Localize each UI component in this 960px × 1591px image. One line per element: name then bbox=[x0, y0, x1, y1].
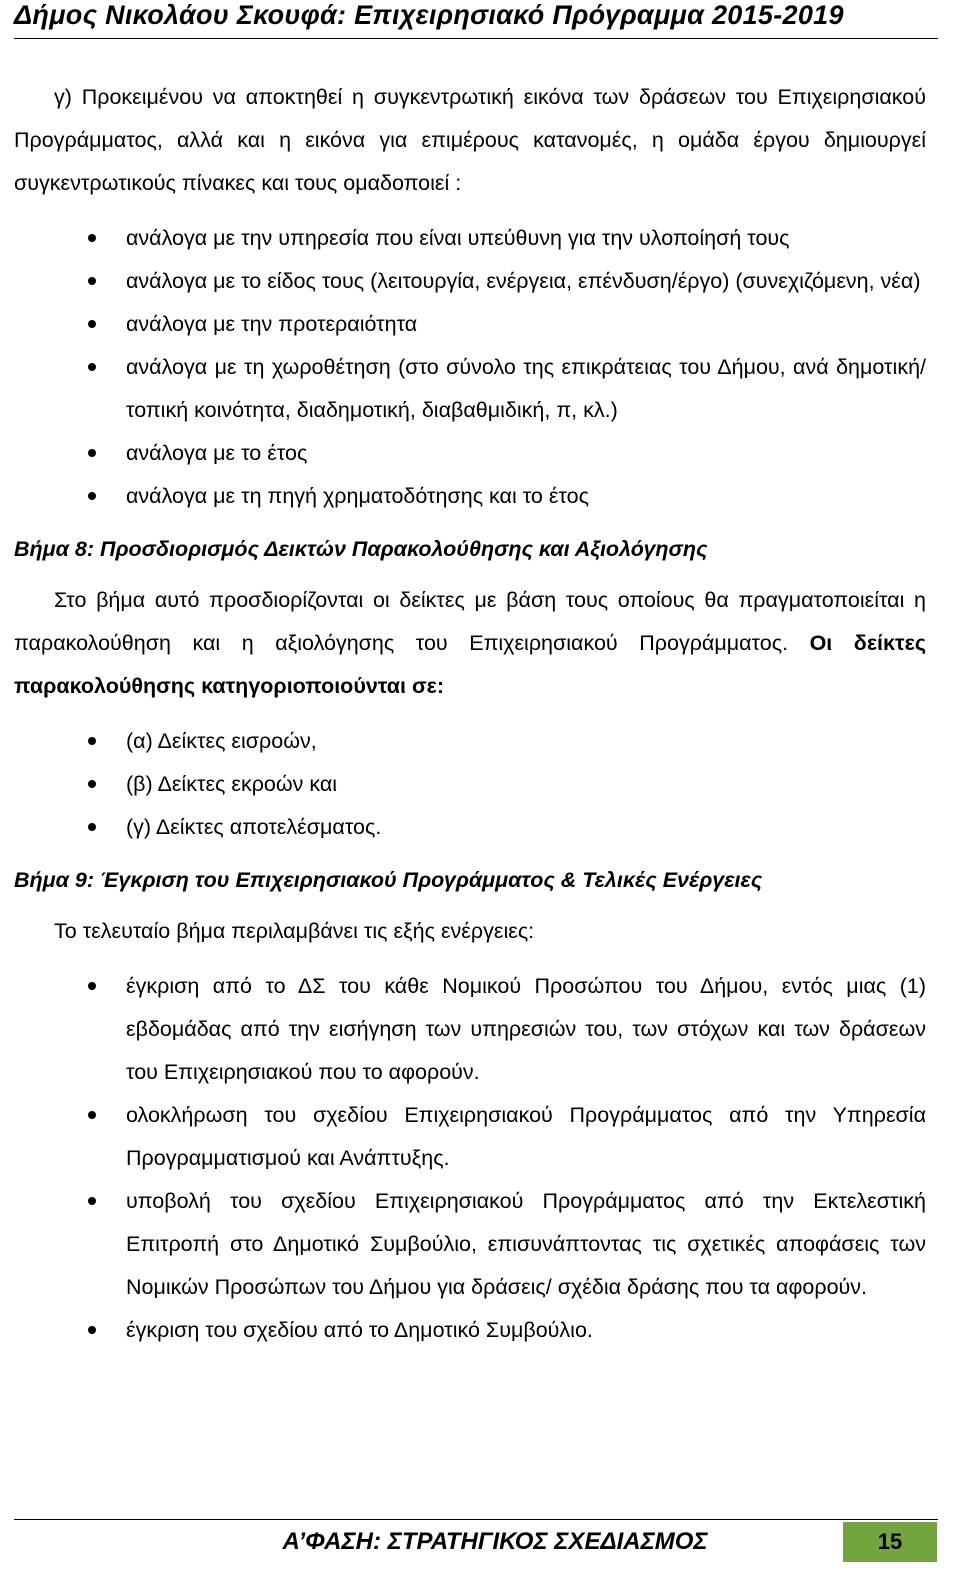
list-item bbox=[14, 432, 926, 475]
list-item-text: ολοκλήρωση του σχεδίου Επιχειρησιακού Προγράμματος από την Υπηρεσία Προγραμματισμού και Ανάπτυξης. bbox=[126, 1103, 926, 1170]
step8-paragraph bbox=[14, 579, 926, 708]
bullet-icon bbox=[88, 982, 96, 990]
document-body bbox=[14, 76, 926, 1362]
list-item-text: ανάλογα με τη χωροθέτηση (στο σύνολο της επικράτειας του Δήμου, ανά δημοτική/τοπική κοινότητα, διαδημοτική, διαβαθμιδική, π, κλ.) bbox=[126, 355, 926, 422]
step9-bullet-list bbox=[14, 965, 926, 1352]
list-item bbox=[14, 1094, 926, 1180]
list-item-text: ανάλογα με το είδος τους (λειτουργία, ενέργεια, επένδυση/έργο) (συνεχιζόμενη, νέα) bbox=[126, 269, 921, 293]
list-item bbox=[14, 217, 926, 260]
list-item bbox=[14, 1180, 926, 1309]
step8-bullet-list bbox=[14, 720, 926, 849]
step9-paragraph: Το τελευταίο βήμα περιλαμβάνει τις εξής ενέργειες: bbox=[54, 919, 535, 943]
list-item bbox=[14, 260, 926, 303]
page-header bbox=[14, 0, 938, 39]
list-item-text: έγκριση του σχεδίου από το Δημοτικό Συμβούλιο. bbox=[126, 1318, 593, 1342]
list-item bbox=[14, 303, 926, 346]
bullet-icon bbox=[88, 363, 96, 371]
list-item bbox=[14, 346, 926, 432]
list-item bbox=[14, 965, 926, 1094]
step8-bold-text: Οι δείκτες παρακολούθησης κατηγοριοποιούνται σε: bbox=[14, 631, 926, 698]
list-item bbox=[14, 720, 926, 763]
list-item-text: ανάλογα με την προτεραιότητα bbox=[126, 312, 418, 336]
bullet-icon bbox=[88, 823, 96, 831]
list-item bbox=[14, 475, 926, 518]
bullet-icon bbox=[88, 1197, 96, 1205]
step8-heading: Βήμα 8: Προσδιορισμός Δεικτών Παρακολούθησης και Αξιολόγησης bbox=[14, 537, 708, 561]
list-item bbox=[14, 763, 926, 806]
bullet-icon bbox=[88, 277, 96, 285]
bullet-icon bbox=[88, 492, 96, 500]
list-item-text: (β) Δείκτες εκροών και bbox=[126, 772, 338, 796]
footer-divider bbox=[14, 1519, 938, 1520]
intro-bullet-list bbox=[14, 217, 926, 518]
step8-text: Στο βήμα αυτό προσδιορίζονται οι δείκτες με βάση τους οποίους θα πραγματοποιείται η παρακολούθηση και η αξιολόγησης του Επιχειρησιακού Προγράμματος. bbox=[14, 588, 926, 655]
bullet-icon bbox=[88, 780, 96, 788]
list-item-text: (α) Δείκτες εισροών, bbox=[126, 729, 317, 753]
page-number: 15 bbox=[843, 1522, 937, 1562]
intro-paragraph: γ) Προκειμένου να αποκτηθεί η συγκεντρωτική εικόνα των δράσεων του Επιχειρησιακού Προγράμματος, αλλά και η εικόνα για επιμέρους κατανομές, η ομάδα έργου δημιουργεί συγκεντρωτικούς πίνακες και τους ομαδοποιεί : bbox=[14, 85, 926, 195]
bullet-icon bbox=[88, 234, 96, 242]
list-item-text: υποβολή του σχεδίου Επιχειρησιακού Προγράμματος από την Εκτελεστική Επιτροπή στο Δημοτικό Συμβούλιο, επισυνάπτοντας τις σχετικές αποφάσεις των Νομικών Προσώπων του Δήμου για δράσεις/ σχέδια δράσης που τα αφορούν. bbox=[126, 1189, 926, 1299]
bullet-icon bbox=[88, 449, 96, 457]
header-title: Δήμος Νικολάου Σκουφά: Επιχειρησιακό Πρόγραμμα 2015-2019 bbox=[14, 0, 844, 30]
bullet-icon bbox=[88, 1111, 96, 1119]
list-item-text: (γ) Δείκτες αποτελέσματος. bbox=[126, 815, 382, 839]
list-item-text: ανάλογα με την υπηρεσία που είναι υπεύθυνη για την υλοποίησή τους bbox=[126, 226, 790, 250]
list-item-text: έγκριση από το ΔΣ του κάθε Νομικού Προσώπου του Δήμου, εντός μιας (1) εβδομάδας από την εισήγηση των υπηρεσιών του, των στόχων και των δράσεων του Επιχειρησιακού που το αφορούν. bbox=[126, 974, 926, 1084]
bullet-icon bbox=[88, 737, 96, 745]
list-item-text: ανάλογα με τη πηγή χρηματοδότησης και το έτος bbox=[126, 484, 589, 508]
bullet-icon bbox=[88, 320, 96, 328]
footer-title: Α’ΦΑΣΗ: ΣΤΡΑΤΗΓΙΚΟΣ ΣΧΕΔΙΑΣΜΟΣ bbox=[282, 1528, 708, 1555]
step9-heading: Βήμα 9: Έγκριση του Επιχειρησιακού Προγράμματος & Τελικές Ενέργειες bbox=[14, 868, 763, 892]
bullet-icon bbox=[88, 1326, 96, 1334]
list-item bbox=[14, 806, 926, 849]
list-item bbox=[14, 1309, 926, 1352]
list-item-text: ανάλογα με το έτος bbox=[126, 441, 308, 465]
